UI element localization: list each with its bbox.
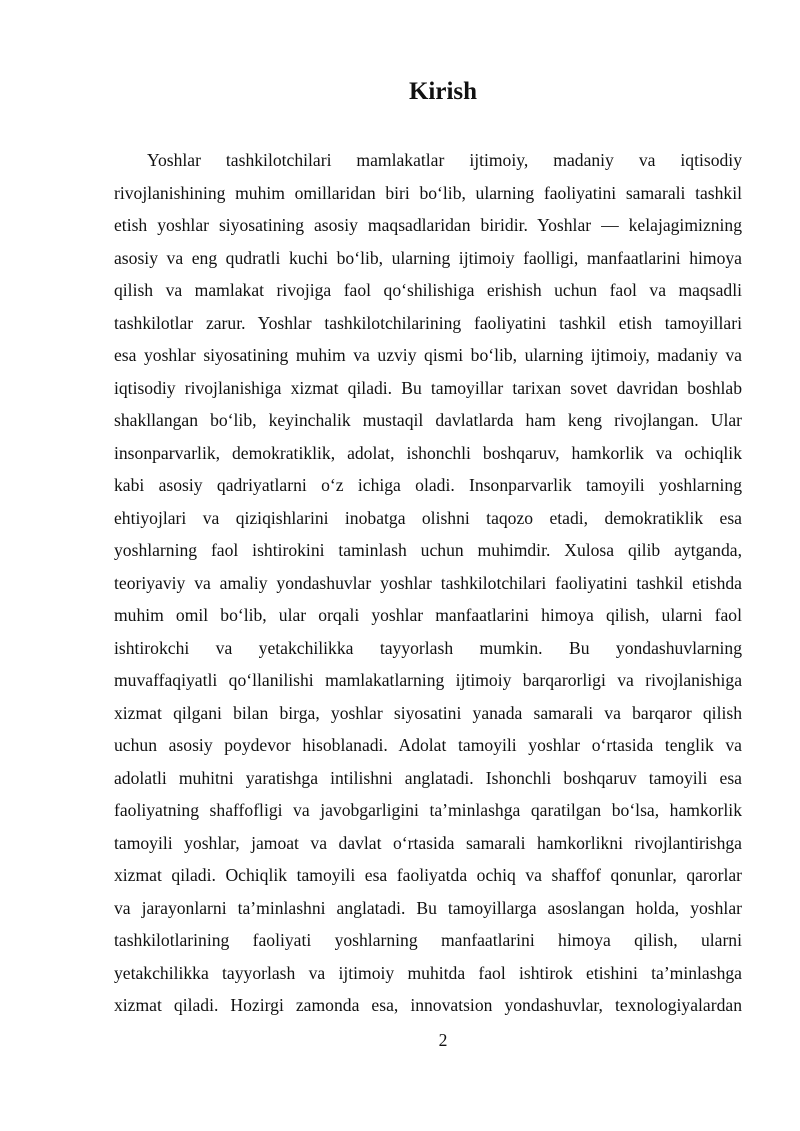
text-line: yetakchilikka tayyorlash va ijtimoiy muhitda faol ishtirok etishini ta’minlashga xyxy=(114,962,742,983)
text-line: xizmat qiladi. Ochiqlik tamoyili esa faoliyatda ochiq va shaffof qonunlar, qarorlar xyxy=(114,865,742,885)
text-line: muvaffaqiyatli qo‘llanilishi mamlakatlarning ijtimoiy barqarorligi va rivojlanishiga xyxy=(114,670,742,690)
text-line: va jarayonlarni ta’minlashni anglatadi. Bu tamoyillarga asoslangan holda, yoshlar xyxy=(114,897,742,918)
page-number: 2 xyxy=(438,1030,448,1050)
text-line: muhim omil bo‘lib, ular orqali yoshlar manfaatlarini himoya qilish, ularni faol xyxy=(114,605,742,625)
text-line: tashkilotlar zarur. Yoshlar tashkilotchilarining faoliyatini tashkil etish tamoyillari xyxy=(114,312,742,333)
body-paragraph xyxy=(114,144,742,1022)
text-line: tamoyili yoshlar, jamoat va davlat o‘rtasida samarali hamkorlikni rivojlantirishga xyxy=(114,832,742,853)
text-line: uchun asosiy poydevor hisoblanadi. Adolat tamoyili yoshlar o‘rtasida tenglik va xyxy=(114,735,742,755)
text-line: xizmat qiladi. Hozirgi zamonda esa, innovatsion yondashuvlar, texnologiyalardan xyxy=(114,995,742,1015)
text-line: adolatli muhitni yaratishga intilishni anglatadi. Ishonchli boshqaruv tamoyili esa xyxy=(114,767,742,788)
text-line: iqtisodiy rivojlanishiga xizmat qiladi. Bu tamoyillar tarixan sovet davridan boshlab xyxy=(114,377,742,398)
text-line: yoshlarning faol ishtirokini taminlash uchun muhimdir. Xulosa qilib aytganda, xyxy=(114,540,742,560)
text-line: tashkilotlarining faoliyati yoshlarning manfaatlarini himoya qilish, ularni xyxy=(114,930,742,950)
text-line: esa yoshlar siyosatining muhim va uzviy qismi bo‘lib, ularning ijtimoiy, madaniy va xyxy=(114,345,742,365)
text-line: faoliyatning shaffofligi va javobgarligini ta’minlashga qaratilgan bo‘lsa, hamkorlik xyxy=(114,800,742,820)
text-line: kabi asosiy qadriyatlarni o‘z ichiga oladi. Insonparvarlik tamoyili yoshlarning xyxy=(114,475,742,495)
page-title: Kirish xyxy=(408,78,478,105)
text-line: asosiy va eng qudratli kuchi bo‘lib, ularning ijtimoiy faolligi, manfaatlarini himoya xyxy=(114,247,742,268)
text-line: qilish va mamlakat rivojiga faol qo‘shilishiga erishish uchun faol va maqsadli xyxy=(114,280,742,300)
text-line: etish yoshlar siyosatining asosiy maqsadlaridan biridir. Yoshlar — kelajagimizning xyxy=(114,215,742,235)
text-line: insonparvarlik, demokratiklik, adolat, ishonchli boshqaruv, hamkorlik va ochiqlik xyxy=(114,442,742,463)
text-line: teoriyaviy va amaliy yondashuvlar yoshlar tashkilotchilari faoliyatini tashkil etishda xyxy=(114,572,742,593)
text-line: ishtirokchi va yetakchilikka tayyorlash mumkin. Bu yondashuvlarning xyxy=(114,637,742,658)
text-line: xizmat qilgani bilan birga, yoshlar siyosatini yanada samarali va barqaror qilish xyxy=(114,702,742,723)
text-line: shakllangan bo‘lib, keyinchalik mustaqil davlatlarda ham keng rivojlangan. Ular xyxy=(114,410,742,430)
text-line: rivojlanishining muhim omillaridan biri bo‘lib, ularning faoliyatini samarali tashkil xyxy=(114,182,742,203)
text-line: ehtiyojlari va qiziqishlarini inobatga olishni taqozo etadi, demokratiklik esa xyxy=(114,507,742,528)
text-line: Yoshlar tashkilotchilari mamlakatlar ijtimoiy, madaniy va iqtisodiy xyxy=(147,150,742,170)
